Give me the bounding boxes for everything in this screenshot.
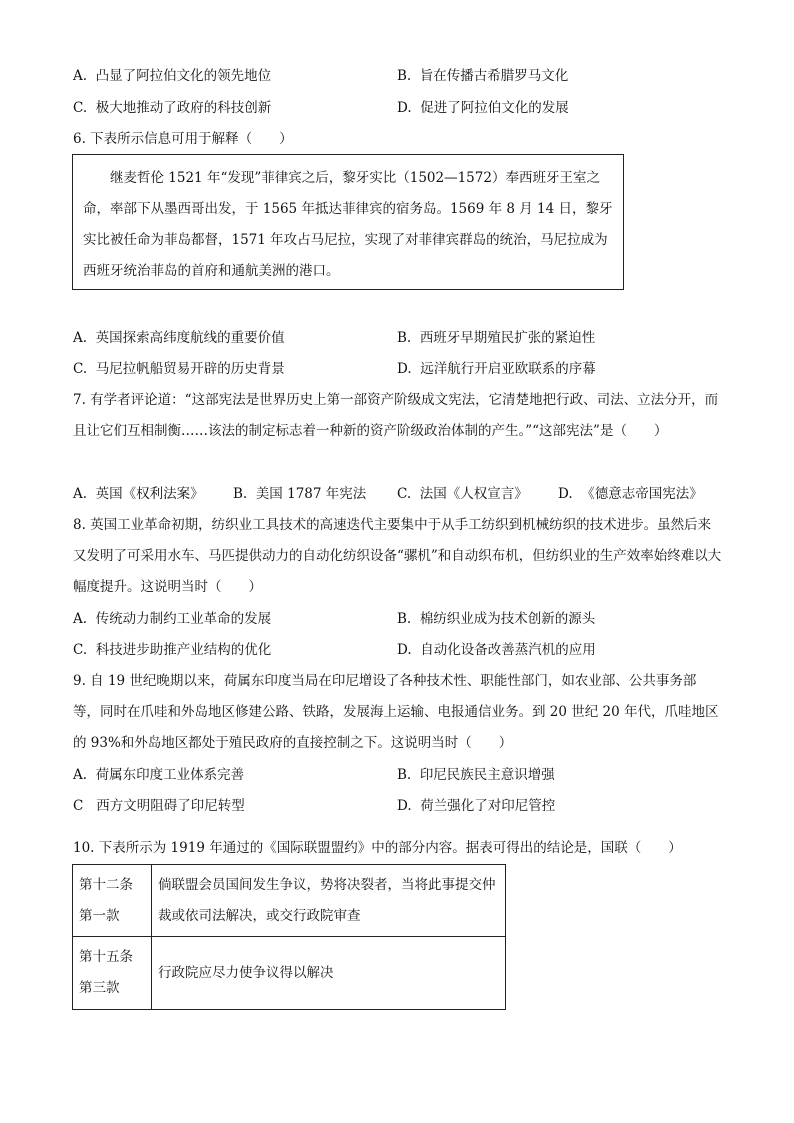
question-9-stem: 9. 自 19 世纪晚期以来，荷属东印度当局在印尼增设了各种技术性、职能性部门，如农业部、公共事务部等，同时在爪哇和外岛地区修建公路、铁路，发展海上运输、电报通信业务。到 20 世纪 20 年代，爪哇地区的 93%和外岛地区都处于殖民政府的直接控制之下。这说明当时（ ）: [73, 673, 719, 751]
option-d: D. 荷兰强化了对印尼管控: [397, 798, 556, 814]
option-text: 《德意志帝国宪法》: [581, 486, 703, 502]
option-text: 旨在传播古希腊罗马文化: [419, 68, 569, 84]
option-text: 荷属东印度工业体系完善: [95, 767, 245, 783]
option-b: B. 旨在传播古希腊罗马文化: [397, 68, 569, 84]
option-text: 美国 1787 年宪法: [255, 486, 367, 502]
option-text: 棉纺织业成为技术创新的源头: [419, 611, 596, 627]
option-a: A. 荷属东印度工业体系完善: [73, 767, 245, 783]
option-text: 传统动力制约工业革命的发展: [95, 611, 272, 627]
option-text: 荷兰强化了对印尼管控: [420, 798, 556, 814]
option-d: D. 自动化设备改善蒸汽机的应用: [397, 642, 596, 658]
option-text: 促进了阿拉伯文化的发展: [420, 100, 569, 116]
option-b: B. 西班牙早期殖民扩张的紧迫性: [397, 330, 596, 346]
option-text: 极大地推动了政府的科技创新: [95, 100, 272, 116]
option-text: 西方文明阻碍了印尼转型: [96, 798, 245, 814]
option-d: D. 远洋航行开启亚欧联系的序幕: [397, 361, 596, 377]
question-6-material-box: [72, 154, 624, 290]
option-a: A. 英国《权利法案》: [73, 486, 204, 502]
option-text: 科技进步助推产业结构的优化: [95, 642, 272, 658]
question-10-stem: 10. 下表所示为 1919 年通过的《国际联盟盟约》中的部分内容。据表可得出的结论是，国联（ ）: [73, 840, 682, 856]
covenant-table: [72, 864, 506, 1010]
question-8-stem: 8. 英国工业革命初期，纺织业工具技术的高速迭代主要集中于从手工纺织到机械纺织的技术进步。虽然后来又发明了可采用水车、马匹提供动力的自动化纺织设备“骡机”和自动织布机，但纺织业的生产效率始终难以大幅度提升。这说明当时（ ）: [73, 517, 722, 595]
content-cell: 倘联盟会员国间发生争议，势将决裂者，当将此事提交仲裁或依司法解决，或交行政院审查: [152, 865, 506, 937]
option-text: 远洋航行开启亚欧联系的序幕: [420, 361, 596, 377]
option-c: C 西方文明阻碍了印尼转型: [73, 798, 245, 814]
option-text: 马尼拉帆船贸易开辟的历史背景: [95, 361, 285, 377]
option-c: C. 极大地推动了政府的科技创新: [73, 100, 272, 116]
table-row: [73, 937, 506, 1010]
question-6-stem: 6. 下表所示信息可用于解释（ ）: [73, 131, 293, 147]
option-c: C. 马尼拉帆船贸易开辟的历史背景: [73, 361, 285, 377]
option-text: 法国《人权宣言》: [419, 486, 528, 502]
option-text: 印尼民族民主意识增强: [419, 767, 555, 783]
option-d: D. 《德意志帝国宪法》: [558, 486, 703, 502]
option-d: D. 促进了阿拉伯文化的发展: [397, 100, 569, 116]
option-b: B. 印尼民族民主意识增强: [397, 767, 555, 783]
option-a: A. 传统动力制约工业革命的发展: [73, 611, 272, 627]
option-b: B. 棉纺织业成为技术创新的源头: [397, 611, 596, 627]
option-text: 自动化设备改善蒸汽机的应用: [420, 642, 596, 658]
option-a: A. 英国探索高纬度航线的重要价值: [73, 330, 285, 346]
article-cell: 第十二条第一款: [73, 865, 152, 937]
option-text: 西班牙早期殖民扩张的紧迫性: [419, 330, 596, 346]
option-c: C. 科技进步助推产业结构的优化: [73, 642, 272, 658]
option-c: C. 法国《人权宣言》: [397, 486, 528, 502]
option-a: A. 凸显了阿拉伯文化的领先地位: [73, 68, 272, 84]
option-text: 英国探索高纬度航线的重要价值: [95, 330, 285, 346]
question-7-stem: 7. 有学者评论道：“这部宪法是世界历史上第一部资产阶级成文宪法，它清楚地把行政、司法、立法分开，而且让它们互相制衡……该法的制定标志着一种新的资产阶级政治体制的产生。”“这部宪法”是（ ）: [73, 392, 719, 439]
article-cell: 第十五条第三款: [73, 937, 152, 1010]
option-b: B. 美国 1787 年宪法: [233, 486, 367, 502]
content-cell: 行政院应尽力使争议得以解决: [152, 937, 506, 1010]
option-text: 英国《权利法案》: [95, 486, 204, 502]
option-text: 凸显了阿拉伯文化的领先地位: [95, 68, 272, 84]
question-6-material: 继麦哲伦 1521 年“发现”菲律宾之后，黎牙实比（1502—1572）奉西班牙王室之命，率部下从墨西哥出发，于 1565 年抵达菲律宾的宿务岛。1569 年 8 月 14 日，黎牙实比被任命为菲岛都督，1571 年攻占马尼拉，实现了对菲律宾群岛的统治，马尼拉成为西班牙统治菲岛的首府和通航美洲的港口。: [83, 170, 613, 279]
table-row: [73, 865, 506, 937]
